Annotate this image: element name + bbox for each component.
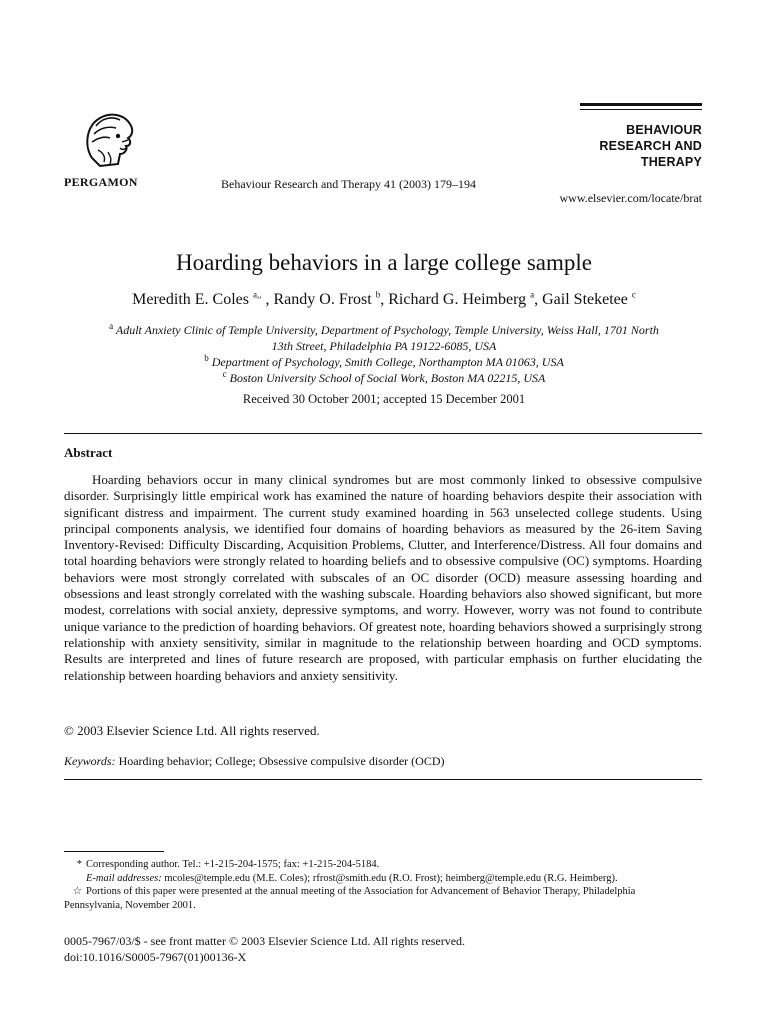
journal-url[interactable]: www.elsevier.com/locate/brat <box>559 191 702 205</box>
author-name: Meredith E. Coles <box>132 291 249 308</box>
author-name: Richard G. Heimberg <box>388 291 527 308</box>
divider <box>64 779 702 780</box>
issn-line: 0005-7967/03/$ - see front matter © 2003 Elsevier Science Ltd. All rights reserved. <box>64 934 466 948</box>
footnote-text: Portions of this paper were presented at the annual meeting of the Association for Advancement of Behavior Therapy, Philadelphia <box>86 886 636 897</box>
email-label: E-mail addresses: <box>86 872 162 884</box>
footnote-emails <box>64 872 702 886</box>
footnote-rule <box>64 851 164 852</box>
article-title: Hoarding behaviors in a large college sample <box>176 250 592 275</box>
author-name: Gail Steketee <box>542 291 628 308</box>
footnote-text: Corresponding author. Tel.: +1-215-204-1575; fax: +1-215-204-5184. <box>86 859 380 870</box>
publisher-name: PERGAMON <box>64 175 138 189</box>
abstract-heading: Abstract <box>64 445 113 460</box>
affiliation-mark: c <box>222 369 227 379</box>
author-affiliation-mark: c <box>631 289 636 300</box>
footnote-corresponding <box>64 858 702 872</box>
footnotes <box>64 858 702 912</box>
abstract-copyright: © 2003 Elsevier Science Ltd. All rights reserved. <box>64 723 320 738</box>
keywords-label: Keywords: <box>64 754 116 768</box>
affiliation-text: Boston University School of Social Work, Boston MA 02215, USA <box>229 371 546 385</box>
journal-name-line: THERAPY <box>640 155 702 169</box>
author-affiliation-mark: a <box>530 289 535 300</box>
affiliation-mark: a <box>109 321 114 331</box>
affiliation <box>64 338 704 354</box>
author-list: Meredith E. Coles $^{a,,}$ , Randy O. Frost $^b$, Richard G. Heimberg $^a$, Gail Steketee $^c$ <box>132 289 636 308</box>
journal-header-rule <box>580 103 702 110</box>
footnote-mark: * <box>76 859 82 870</box>
publisher-logo <box>78 106 140 174</box>
affiliations <box>64 322 704 386</box>
journal-name <box>599 122 702 170</box>
footnote-mark: ☆ <box>72 886 82 897</box>
keywords <box>64 754 445 769</box>
received-dates: Received 30 October 2001; accepted 15 December 2001 <box>242 392 526 406</box>
affiliation <box>64 370 704 386</box>
front-matter <box>64 934 465 965</box>
author-affiliation-mark: a, <box>253 289 260 300</box>
abstract-body: Hoarding behaviors occur in many clinical syndromes but are most commonly linked to obsessive compulsive disorder. Surprisingly little empirical work has examined the nature of hoarding behaviors despite their association with significant distress and impairment. The current study examined hoarding in 563 unselected college students. Using principal components analysis, we identified four domains of hoarding behaviors as measured by the 26-item Saving Inventory-Revised: Difficulty Discarding, Acquisition Problems, Clutter, and Interference/Distress. All four domains and total hoarding behaviors were strongly related to hoarding beliefs and to obsessive compulsive (OC) symptoms. Hoarding behaviors were most strongly correlated with subscales of an OC disorder (OCD) measure assessing hoarding and obsessions and least strongly correlated with the washing subscale. Hoarding behaviors also showed significant, but more modest, correlations with social anxiety, depressive symptoms, and worry. However, worry was not found to contribute unique variance to the prediction of hoarding behaviors. Of greatest note, hoarding behaviors showed a surprisingly strong relationship with anxiety sensitivity, similar in magnitude to the relationship between hoarding and OCD symptoms. Results are interpreted and lines of future research are proposed, with particular emphasis on further elucidating the relationship between hoarding behaviors and anxiety sensitivity. <box>64 472 702 683</box>
keywords-text: Hoarding behavior; College; Obsessive compulsive disorder (OCD) <box>118 754 445 768</box>
affiliation <box>64 322 704 338</box>
journal-name-line: RESEARCH AND <box>599 139 702 153</box>
journal-name-line: BEHAVIOUR <box>626 123 702 137</box>
footnote-presented <box>64 885 702 912</box>
affiliation-text: Adult Anxiety Clinic of Temple University, Department of Psychology, Temple University, Weiss Hall, 1701 North <box>115 323 659 337</box>
author-affiliation-mark: b <box>375 289 381 300</box>
doi-line[interactable]: doi:10.1016/S0005-7967(01)00136-X <box>64 949 247 964</box>
divider <box>64 433 702 434</box>
affiliation-text: 13th Street, Philadelphia PA 19122-6085, USA <box>271 339 497 353</box>
footnote-text: Pennsylvania, November 2001. <box>64 899 196 911</box>
author-name: Randy O. Frost <box>273 291 372 308</box>
journal-citation: Behaviour Research and Therapy 41 (2003) 179–194 <box>221 177 477 191</box>
affiliation-mark: b <box>204 353 209 363</box>
affiliation-text: Department of Psychology, Smith College, Northampton MA 01063, USA <box>211 355 564 369</box>
affiliation <box>64 354 704 370</box>
email-addresses[interactable]: mcoles@temple.edu (M.E. Coles); rfrost@smith.edu (R.O. Frost); heimberg@temple.edu (R.G. Heimberg). <box>164 872 618 884</box>
